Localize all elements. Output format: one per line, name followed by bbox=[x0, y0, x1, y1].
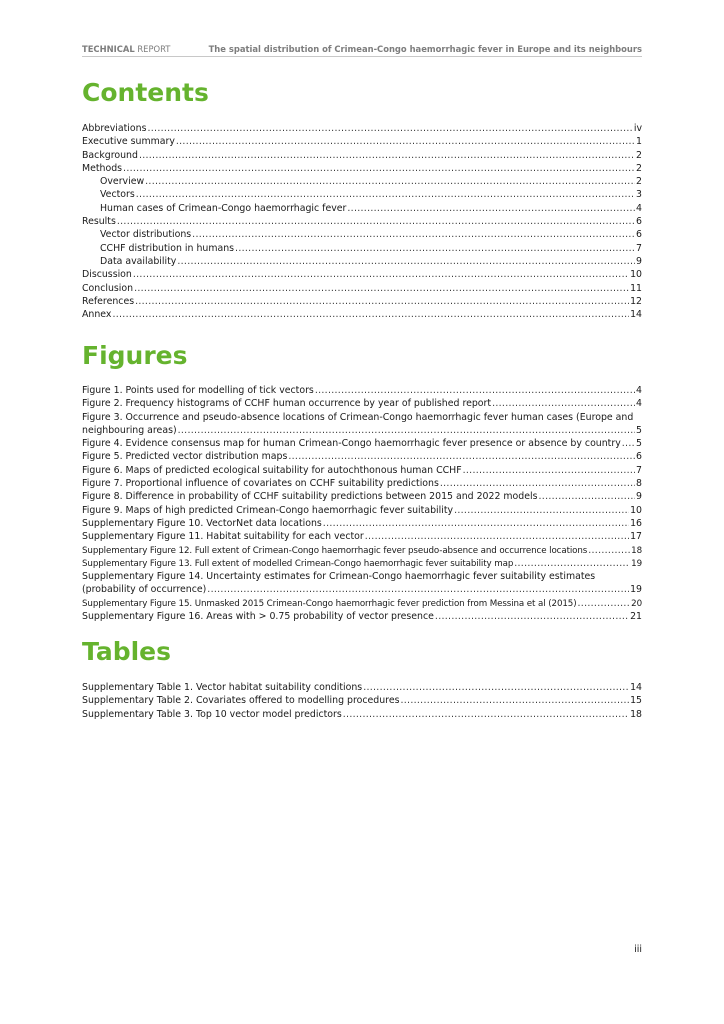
toc-entry[interactable]: Abbreviations ..... iv bbox=[82, 122, 642, 135]
report-title: The spatial distribution of Crimean-Congo haemorrhagic fever in Europe and its neighbours bbox=[208, 44, 642, 54]
toc-subentry[interactable]: CCHF distribution in humans ..... 7 bbox=[82, 242, 642, 255]
figure-entry[interactable]: Supplementary Figure 13. Full extent of modelled Crimean-Congo haemorrhagic fever suitability map ..... 19 bbox=[82, 557, 642, 570]
running-header bbox=[82, 43, 642, 57]
contents-list bbox=[82, 122, 642, 321]
figures-heading: Figures bbox=[82, 341, 188, 370]
figure-entry[interactable]: Figure 7. Proportional influence of covariates on CCHF suitability predictions ..... 8 bbox=[82, 477, 642, 490]
figure-entry[interactable]: Supplementary Figure 10. VectorNet data locations ..... 16 bbox=[82, 517, 642, 530]
contents-heading: Contents bbox=[82, 78, 209, 107]
figure-entry[interactable]: Figure 8. Difference in probability of CCHF suitability predictions between 2015 and 2022 models ..... 9 bbox=[82, 490, 642, 503]
figure-entry[interactable]: Figure 9. Maps of high predicted Crimean-Congo haemorrhagic fever suitability ..... 10 bbox=[82, 504, 642, 517]
figure-entry[interactable]: Supplementary Figure 16. Areas with > 0.75 probability of vector presence ..... 21 bbox=[82, 610, 642, 623]
tables-heading: Tables bbox=[82, 637, 172, 666]
toc-entry[interactable]: Methods ..... 2 bbox=[82, 162, 642, 175]
toc-subentry[interactable]: Vector distributions ..... 6 bbox=[82, 228, 642, 241]
toc-subentry[interactable]: Data availability ..... 9 bbox=[82, 255, 642, 268]
table-entry[interactable]: Supplementary Table 1. Vector habitat suitability conditions ..... 14 bbox=[82, 681, 642, 694]
figure-entry[interactable]: neighbouring areas) ..... 5 bbox=[82, 424, 642, 437]
toc-entry[interactable]: Executive summary ..... 1 bbox=[82, 135, 642, 148]
figure-entry[interactable]: Supplementary Figure 11. Habitat suitability for each vector ..... 17 bbox=[82, 530, 642, 543]
table-entry[interactable]: Supplementary Table 2. Covariates offered to modelling procedures ..... 15 bbox=[82, 694, 642, 707]
figure-entry[interactable]: Figure 2. Frequency histograms of CCHF human occurrence by year of published report ..... 4 bbox=[82, 397, 642, 410]
figure-entry[interactable]: Supplementary Figure 15. Unmasked 2015 Crimean-Congo haemorrhagic fever prediction from Messina et al (2015) ..... 20 bbox=[82, 597, 642, 610]
toc-entry[interactable]: References ..... 12 bbox=[82, 295, 642, 308]
figure-entry[interactable]: Figure 6. Maps of predicted ecological suitability for autochthonous human CCHF ..... 7 bbox=[82, 464, 642, 477]
figure-entry-line1[interactable]: Supplementary Figure 14. Uncertainty estimates for Crimean-Congo haemorrhagic fever suitability estimates bbox=[82, 571, 596, 583]
figure-entry[interactable]: Figure 4. Evidence consensus map for human Crimean-Congo haemorrhagic fever presence or absence by country ..... 5 bbox=[82, 437, 642, 450]
toc-entry[interactable]: Background ..... 2 bbox=[82, 149, 642, 162]
toc-subentry[interactable]: Overview ..... 2 bbox=[82, 175, 642, 188]
toc-entry[interactable]: Results ..... 6 bbox=[82, 215, 642, 228]
report-type bbox=[82, 44, 170, 54]
table-entry[interactable]: Supplementary Table 3. Top 10 vector model predictors ..... 18 bbox=[82, 708, 642, 721]
page-number: iii bbox=[634, 944, 642, 955]
toc-subentry[interactable]: Human cases of Crimean-Congo haemorrhagic fever ..... 4 bbox=[82, 202, 642, 215]
figure-entry-line1[interactable]: Figure 3. Occurrence and pseudo-absence locations of Crimean-Congo haemorrhagic fever human cases (Europe and bbox=[82, 411, 634, 423]
toc-entry[interactable]: Discussion ..... 10 bbox=[82, 268, 642, 281]
tables-list bbox=[82, 681, 642, 721]
toc-subentry[interactable]: Vectors ..... 3 bbox=[82, 188, 642, 201]
figure-entry[interactable]: Figure 5. Predicted vector distribution maps ..... 6 bbox=[82, 450, 642, 463]
report-type-light: REPORT bbox=[134, 44, 171, 54]
figures-list bbox=[82, 384, 642, 623]
figure-entry[interactable]: Figure 1. Points used for modelling of tick vectors ..... 4 bbox=[82, 384, 642, 397]
report-type-bold: TECHNICAL bbox=[82, 44, 135, 54]
figure-entry[interactable]: Supplementary Figure 12. Full extent of Crimean-Congo haemorrhagic fever pseudo-absence and occurrence locations ..... 18 bbox=[82, 544, 642, 557]
toc-entry[interactable]: Conclusion ..... 11 bbox=[82, 282, 642, 295]
figure-entry[interactable]: (probability of occurrence) ..... 19 bbox=[82, 583, 642, 596]
toc-entry[interactable]: Annex ..... 14 bbox=[82, 308, 642, 321]
